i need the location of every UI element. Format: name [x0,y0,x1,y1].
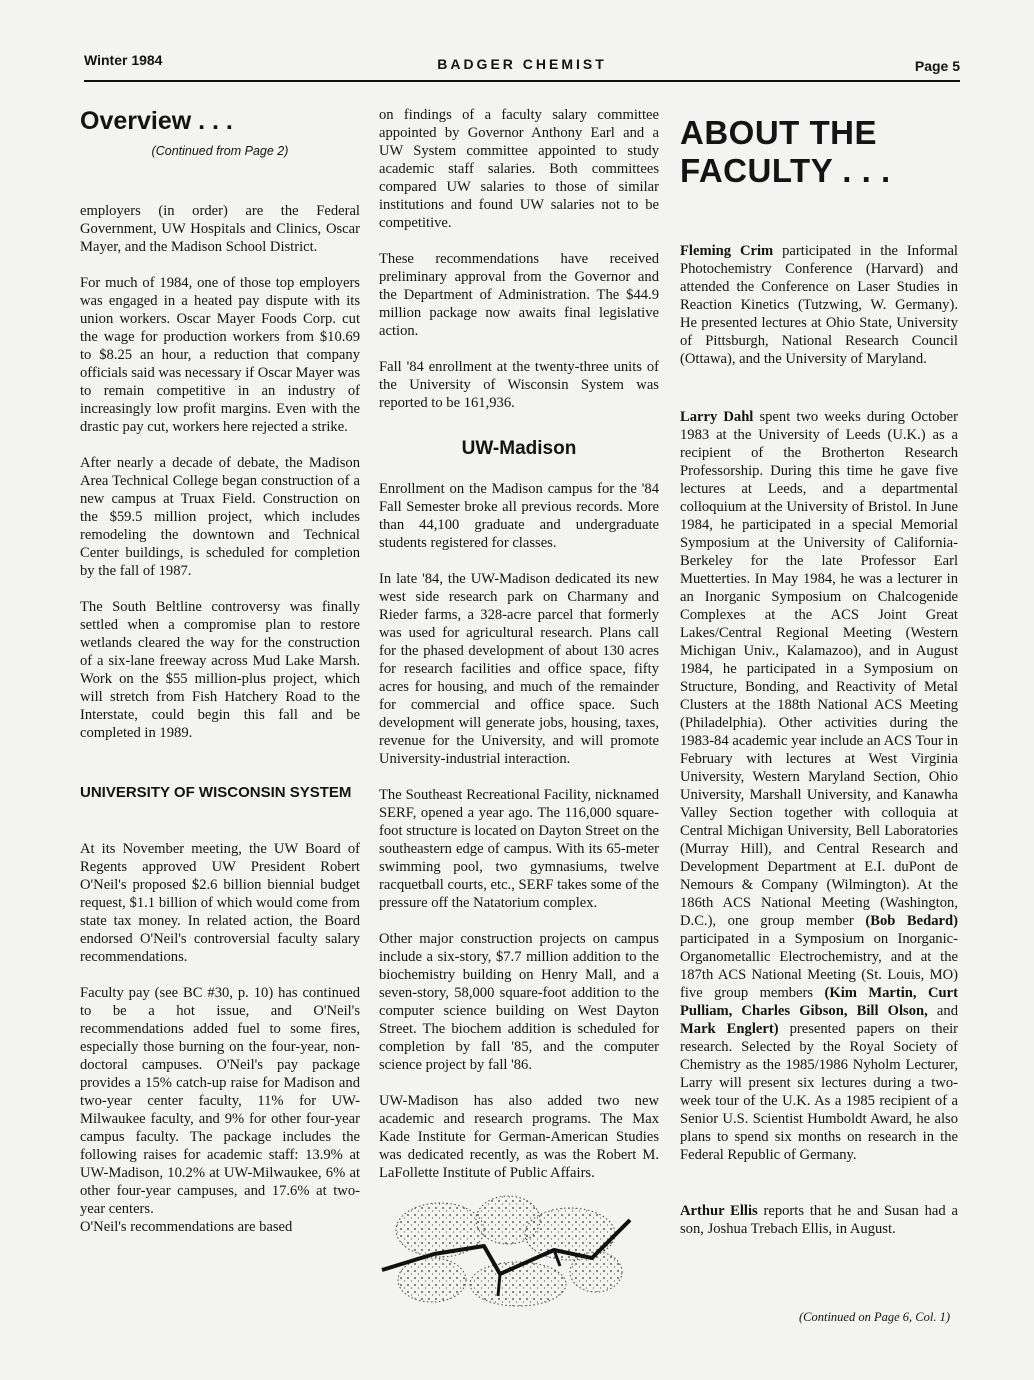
group-member-names: (Bob Bedard) [865,913,959,929]
faculty-name: Larry Dahl [680,409,754,425]
paragraph: Fall '84 enrollment at the twenty-three units of the University of Wisconsin System was reported to be 161,936. [379,359,659,411]
section-heading: UNIVERSITY OF WISCONSIN SYSTEM [80,784,352,801]
faculty-name: Fleming Crim [680,243,774,259]
faculty-name: Arthur Ellis [680,1203,758,1219]
continued-from-note: (Continued from Page 2) [151,144,289,158]
paragraph: Other major construction projects on campus include a six-story, $7.7 million addition to the biochemistry building on Henry Mall, and a seven-story, 58,000 square-foot addition to the computer science building on West Dayton Street. The biochem addition is scheduled for completion by fall '85, and the computer science project by fall '86. [379,931,659,1073]
column-1 [80,100,360,1236]
molecule-illustration [378,1192,638,1312]
lobe [470,1262,566,1306]
paragraph: Faculty pay (see BC #30, p. 10) has continued to be a hot issue, and O'Neil's recommendations added fuel to some fires, especially those burning on the four-year, non-doctoral campuses. O'Neil's pay package provides a 15% catch-up raise for Madison and two-year center faculty, 11% for UW-Milwaukee faculty, and 9% for other four-year campus faculty. The package includes the following raises for academic staff: 13.9% at UW-Madison, 10.2% at UW-Milwaukee, 6% at other four-year campuses, and 17.6% at two-year centers. [80,985,360,1217]
paragraph: The Southeast Recreational Facility, nicknamed SERF, opened a year ago. The 116,000 square-foot structure is located on Dayton Street on the southeastern edge of campus. With its 65-meter swimming pool, two gymnasiums, twelve racquetball courts, etc., SERF takes some of the pressure off the Natatorium complex. [379,787,659,911]
faculty-entry-dahl [680,408,958,1164]
entry-text: participated in the Informal Photochemistry Conference (Harvard) and attended the Conference on Laser Studies in Reaction Kinetics (Tutzwing, W. Germany). He presented lectures at Ohio State, University of Pittsburgh, National Research Council (Ottawa), and the University of Maryland. [680,243,958,367]
issue-season: Winter 1984 [84,52,163,68]
continued-on-note: (Continued on Page 6, Col. 1) [798,1310,950,1324]
entry-text: participated in a Symposium on Inorganic-Organometallic Electrochemistry, and at the 187th ACS National Meeting (St. Louis, MO) five group members [680,931,958,1001]
group-member-names: Mark Englert) [680,1021,779,1037]
paragraph: In late '84, the UW-Madison dedicated its new west side research park on Charmany and Rieder farms, a 328-acre parcel that formerly was used for agricultural research. Plans call for the phased development of about 130 acres for research facilities and office space, fifty acres for housing, and much of the remainder for commercial and office space. Such development will generate jobs, housing, taxes, revenue for the University, and will promote University-industrial interaction. [379,571,659,767]
page-number: Page 5 [914,58,960,74]
column-2 [379,100,659,1182]
page-header [84,48,960,84]
paragraph: UW-Madison has also added two new academic and research programs. The Max Kade Institute for German-American Studies was dedicated recently, as was the Robert M. LaFollette Institute of Public Affairs. [379,1093,659,1181]
header-rule [84,80,960,82]
paragraph: The South Beltline controversy was finally settled when a compromise plan to restore wetlands cleared the way for the construction of a six-lane freeway across Mud Lake Marsh. Work on the $55 million-plus project, which will stretch from Fish Hatchery Road to the Interstate, could begin this fall and be completed in 1989. [80,599,360,741]
group-member-names: (Kim Martin, Curt Pulliam, Charles Gibson, Bill Olson, [680,985,958,1019]
entry-text: presented papers on their research. Selected by the Royal Society of Chemistry as the 1985/1986 Nyholm Lecturer, Larry will present six lectures during a two-week tour of the U.K. As a 1985 recipient of a Senior U.S. Scientist Humboldt Award, he also plans to spend six months on research in the Federal Republic of Germany. [680,1021,958,1163]
section-heading: UW-Madison [461,438,577,459]
faculty-entry-ellis [680,1202,958,1238]
paragraph: For much of 1984, one of those top employers was engaged in a heated pay dispute with its union workers. Oscar Mayer Foods Corp. cut the wage for production workers from $10.69 to $8.25 an hour, a reduction that company officials said was necessary if Oscar Mayer was to remain competitive in an industry of increasingly low profit margins. Even with the drastic pay cut, workers here rejected a strike. [80,275,360,435]
bond [498,1274,500,1296]
paragraph: O'Neil's recommendations are based [80,1219,293,1235]
paragraph: employers (in order) are the Federal Government, UW Hospitals and Clinics, Oscar Mayer, and the Madison School District. [80,203,360,255]
entry-text: spent two weeks during October 1983 at the University of Leeds (U.K.) as a recipient of the Brotherton Research Professorship. During this time he gave five lectures at Leeds, and a departmental colloquium at the University of Bristol. In June 1984, he participated in a special Memorial Symposium at the University of California-Berkeley for the late Professor Earl Muetterties. In May 1984, he was a lecturer in an Inorganic Symposium on Chalcogenide Complexes at the ACS Joint Great Lakes/Central Regional Meeting (Western Michigan Univ., Kalamazoo), and in August 1984, he participated in a Symposium on Structure, Bonding, and Reactivity of Metal Clusters at the 188th National ACS Meeting (Philadelphia). Other activities during the 1983-84 academic year include an ACS Tour in February with lectures at West Virginia University, Western Maryland Section, Ohio University, Marshall University, and Kanawha Valley Section together with colloquia at Central Michigan University, Bell Laboratories (Murray Hill), and Central Research and Development Department at E.I. duPont de Nemours & Company (Wilmington). At the 186th ACS National Meeting (Washington, D.C.), one group member [680,409,958,929]
lobe [398,1258,466,1302]
column-3 [680,100,958,1238]
entry-text: and [927,1003,958,1019]
paragraph: These recommendations have received preliminary approval from the Governor and the Department of Administration. The $44.9 million package now awaits final legislative action. [379,251,659,339]
paragraph: After nearly a decade of debate, the Madison Area Technical College began construction of a new campus at Truax Field. Construction on the $59.5 million project, which includes remodeling the downtown and Technical Center buildings, is scheduled for completion by the fall of 1987. [80,455,360,579]
paragraph: on findings of a faculty salary committee appointed by Governor Anthony Earl and a UW System committee appointed to study academic staff salaries. Both committees compared UW salaries to those of similar institutions and found UW salaries not to be competitive. [379,107,659,231]
entry-text: reports that he and Susan had a son, Joshua Trebach Ellis, in August. [680,1203,958,1237]
publication-title: BADGER CHEMIST [437,56,607,72]
heading-line: ABOUT THE [680,114,877,151]
about-faculty-heading [680,114,958,190]
lobe [570,1252,622,1292]
faculty-entry-crim [680,242,958,368]
paragraph: Enrollment on the Madison campus for the '84 Fall Semester broke all previous records. More than 44,100 graduate and undergraduate students registered for classes. [379,481,659,551]
paragraph: At its November meeting, the UW Board of Regents approved UW President Robert O'Neil's proposed $2.6 billion biennial budget request, $1.1 billion of which would come from state tax money. In related action, the Board endorsed O'Neil's controversial faculty salary recommendations. [80,841,360,965]
heading-line: FACULTY . . . [680,152,891,189]
overview-heading: Overview . . . [80,107,233,135]
